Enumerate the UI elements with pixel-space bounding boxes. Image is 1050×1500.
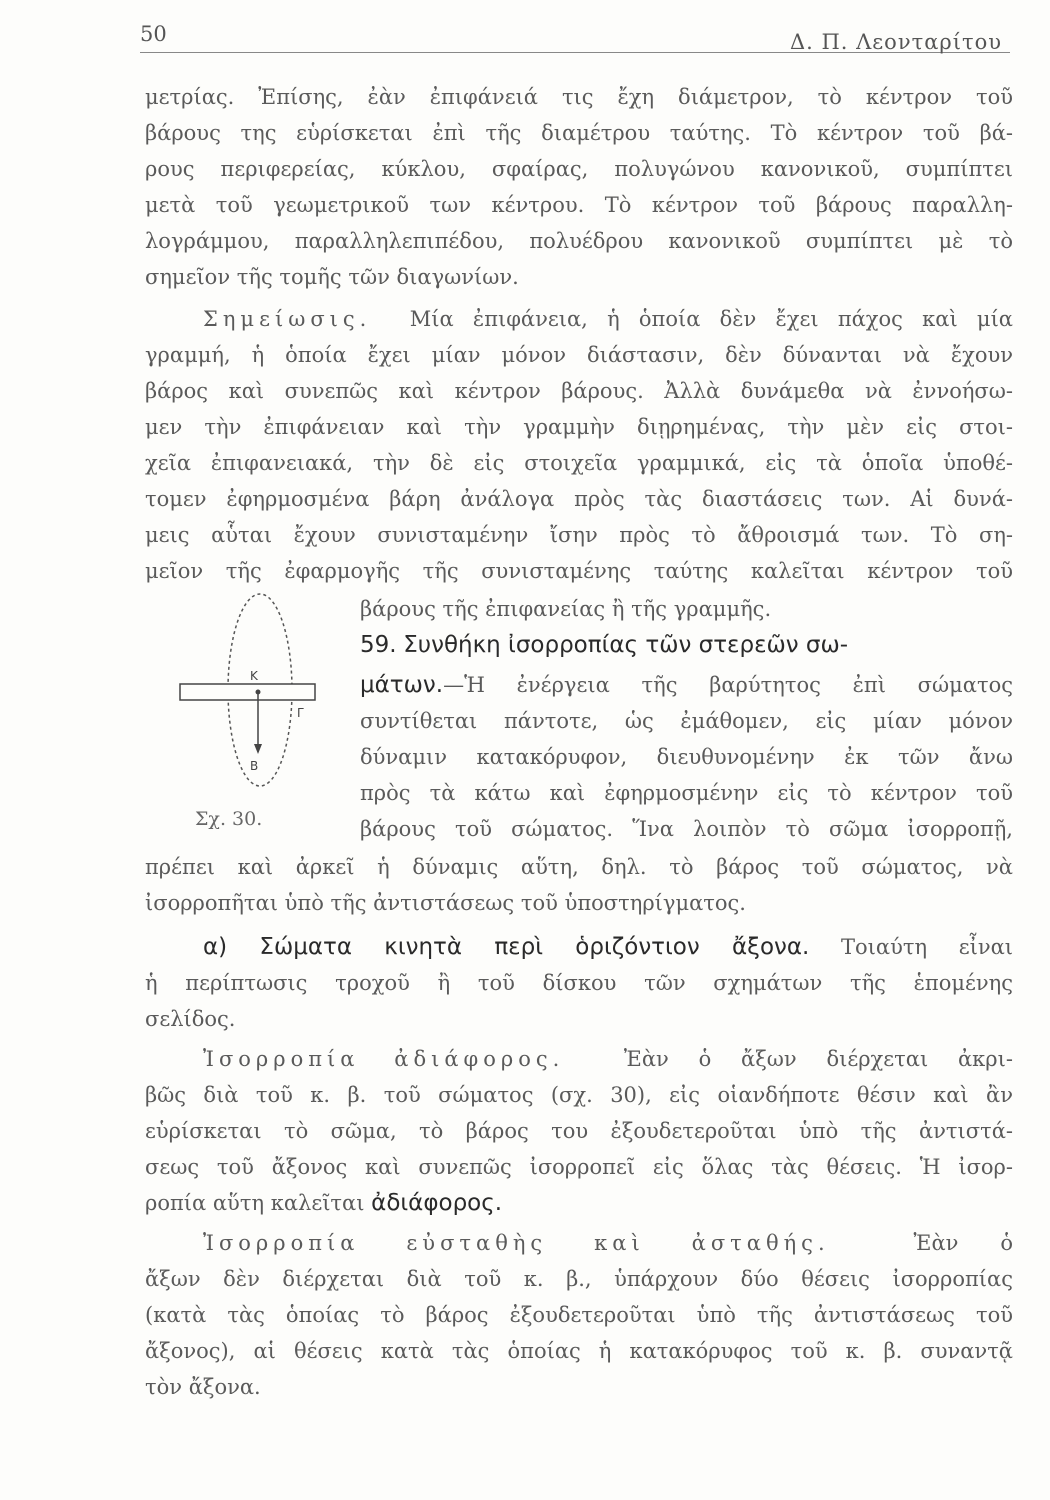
text-line: ρους περιφερείας, κύκλου, σφαίρας, πολυγώνου κανονικοῦ, συμπίπτει (145, 157, 1013, 181)
figure-30-drawing (170, 590, 345, 830)
text-line: βάρους τοῦ σώματος. Ἵνα λοιπὸν τὸ σῶμα ἰσορροπῇ, (360, 817, 1013, 841)
text-line: σεως τοῦ ἄξονος καὶ συνεπῶς ἰσορροπεῖ εἰς ὅλας τὰς θέσεις. Ἡ ἰσορ- (145, 1155, 1013, 1179)
text-line: μετὰ τοῦ γεωμετρικοῦ των κέντρου. Τὸ κέντρον τοῦ βάρους παραλλη- (145, 193, 1013, 217)
paragraph-text: Ἐὰν ὁ ἄξων διέρχεται ἀκρι- (623, 1047, 1013, 1071)
term-bold: ἀδιάφορος. (371, 1190, 503, 1216)
text-line: βάρους της εὑρίσκεται ἐπὶ τῆς διαμέτρου ταύτης. Τὸ κέντρον τοῦ βά- (145, 121, 1013, 145)
text-line: σημεῖον τῆς τομῆς τῶν διαγωνίων. (145, 265, 519, 289)
note-first-line (145, 304, 1013, 334)
text-line: λογράμμου, παραλληλεπιπέδου, πολυέδρου κανονικοῦ συμπίπτει μὲ τὸ (145, 229, 1013, 253)
text-line: γραμμή, ἡ ὁποία ἔχει μίαν μόνον διάστασιν, δὲν δύνανται νὰ ἔχουν (145, 343, 1013, 367)
text-line: σελίδος. (145, 1007, 236, 1031)
subsection-heading: α) Σώματα κινητὰ περὶ ὁριζόντιον ἄξονα. (203, 934, 810, 960)
text-line: ἄξονος), αἱ θέσεις κατὰ τὰς ὁποίας ἡ κατακόρυφος τοῦ κ. β. συναντᾷ (145, 1339, 1013, 1363)
label-k: Κ (250, 669, 258, 683)
section-number: 59. (360, 632, 397, 658)
section-heading (360, 630, 1013, 660)
note-label: Σημείωσις. (203, 307, 372, 331)
text-line: τομεν ἐφηρμοσμένα βάρη ἀνάλογα πρὸς τὰς διαστάσεις των. Αἱ δυνά- (145, 487, 1013, 511)
text-line: δύναμιν κατακόρυφον, διευθυνομένην ἐκ τῶν ἄνω (360, 745, 1013, 769)
text-line: βάρους τῆς ἐπιφανείας ἢ τῆς γραμμῆς. (360, 597, 772, 621)
text-line: (κατὰ τὰς ὁποίας τὸ βάρος ἐξουδετεροῦται ὑπὸ τῆς ἀντιστάσεως τοῦ (145, 1303, 1013, 1327)
text-line: μεῖον τῆς ἐφαρμογῆς τῆς συνισταμένης ταύτης καλεῖται κέντρον τοῦ (145, 559, 1013, 583)
text-line: πρέπει καὶ ἀρκεῖ ἡ δύναμις αὕτη, δηλ. τὸ βάρος τοῦ σώματος, νὰ (145, 855, 1013, 879)
paragraph-text: Ἐὰν ὁ (913, 1231, 1014, 1255)
section-title: Συνθήκη ἰσορροπίας τῶν στερεῶν σω- (403, 632, 849, 658)
text-line: ἡ περίπτωσις τροχοῦ ἢ τοῦ δίσκου τῶν σχημάτων τῆς ἑπομένης (145, 971, 1013, 995)
label-b: Β (250, 759, 259, 773)
page-number: 50 (140, 22, 167, 46)
text-line: μεν τὴν ἐπιφάνειαν καὶ τὴν γραμμὴν διῃρημένας, τὴν μὲν εἰς στοι- (145, 415, 1013, 439)
text-line: βῶς διὰ τοῦ κ. β. τοῦ σώματος (σχ. 30), εἰς οἱανδήποτε θέσιν καὶ ἂν (145, 1083, 1013, 1107)
paragraph-first-line (145, 1228, 1013, 1258)
section-title-end: μάτων. (360, 672, 444, 698)
subsection-heading-line (145, 932, 1013, 962)
running-head: Δ. Π. Λεονταρίτου (789, 30, 1002, 54)
figure-30 (170, 590, 345, 830)
text-line: συντίθεται πάντοτε, ὡς ἐμάθομεν, εἰς μίαν μόνον (360, 709, 1013, 733)
note-text: Μία ἐπιφάνεια, ἡ ὁποία δὲν ἔχει πάχος καὶ μία (409, 307, 1013, 331)
figure-caption: Σχ. 30. (195, 808, 263, 830)
text-line (145, 1188, 1013, 1218)
text-span: ροπία αὕτη καλεῖται (145, 1191, 365, 1215)
text-line: βάρος καὶ συνεπῶς καὶ κέντρον βάρους. Ἀλλὰ δυνάμεθα νὰ ἐννοήσω- (145, 379, 1013, 403)
section-text: —Ἡ ἐνέργεια τῆς βαρύτητος ἐπὶ σώματος (443, 673, 1013, 697)
text-line: τὸν ἄξονα. (145, 1375, 261, 1399)
paragraph-label: Ἰσορροπία εὐσταθὴς καὶ ἀσταθής. (203, 1231, 830, 1255)
text-line: μετρίας. Ἐπίσης, ἐὰν ἐπιφάνειά τις ἔχη διάμετρον, τὸ κέντρον τοῦ (145, 85, 1013, 109)
axle-bar (180, 684, 315, 700)
paragraph-label: Ἰσορροπία ἀδιάφορος. (203, 1047, 565, 1071)
gravity-arrowhead (254, 744, 262, 754)
text-line: μεις αὗται ἔχουν συνισταμένην ἴσην πρὸς τὸ ἄθροισμά των. Τὸ ση- (145, 523, 1013, 547)
label-g: Γ (297, 706, 304, 720)
text-line: εὑρίσκεται τὸ σῶμα, τὸ βάρος του ἐξουδετεροῦται ὑπὸ τῆς ἀντιστά- (145, 1119, 1013, 1143)
text-line: χεῖα ἐπιφανειακά, τὴν δὲ εἰς στοιχεῖα γραμμικά, εἰς τὰ ὁποῖα ὑποθέ- (145, 451, 1013, 475)
paragraph-first-line (145, 1044, 1013, 1074)
text-line: ἰσορροπῆται ὑπὸ τῆς ἀντιστάσεως τοῦ ὑποστηρίγματος. (145, 891, 746, 915)
center-point (256, 690, 261, 695)
subsection-text: Τοιαύτη εἶναι (841, 935, 1013, 959)
text-line: πρὸς τὰ κάτω καὶ ἐφηρμοσμένην εἰς τὸ κέντρον τοῦ (360, 781, 1013, 805)
page-header (140, 18, 1010, 53)
text-line: ἄξων δὲν διέρχεται διὰ τοῦ κ. β., ὑπάρχουν δύο θέσεις ἰσορροπίας (145, 1267, 1013, 1291)
section-heading-cont (360, 670, 1013, 700)
